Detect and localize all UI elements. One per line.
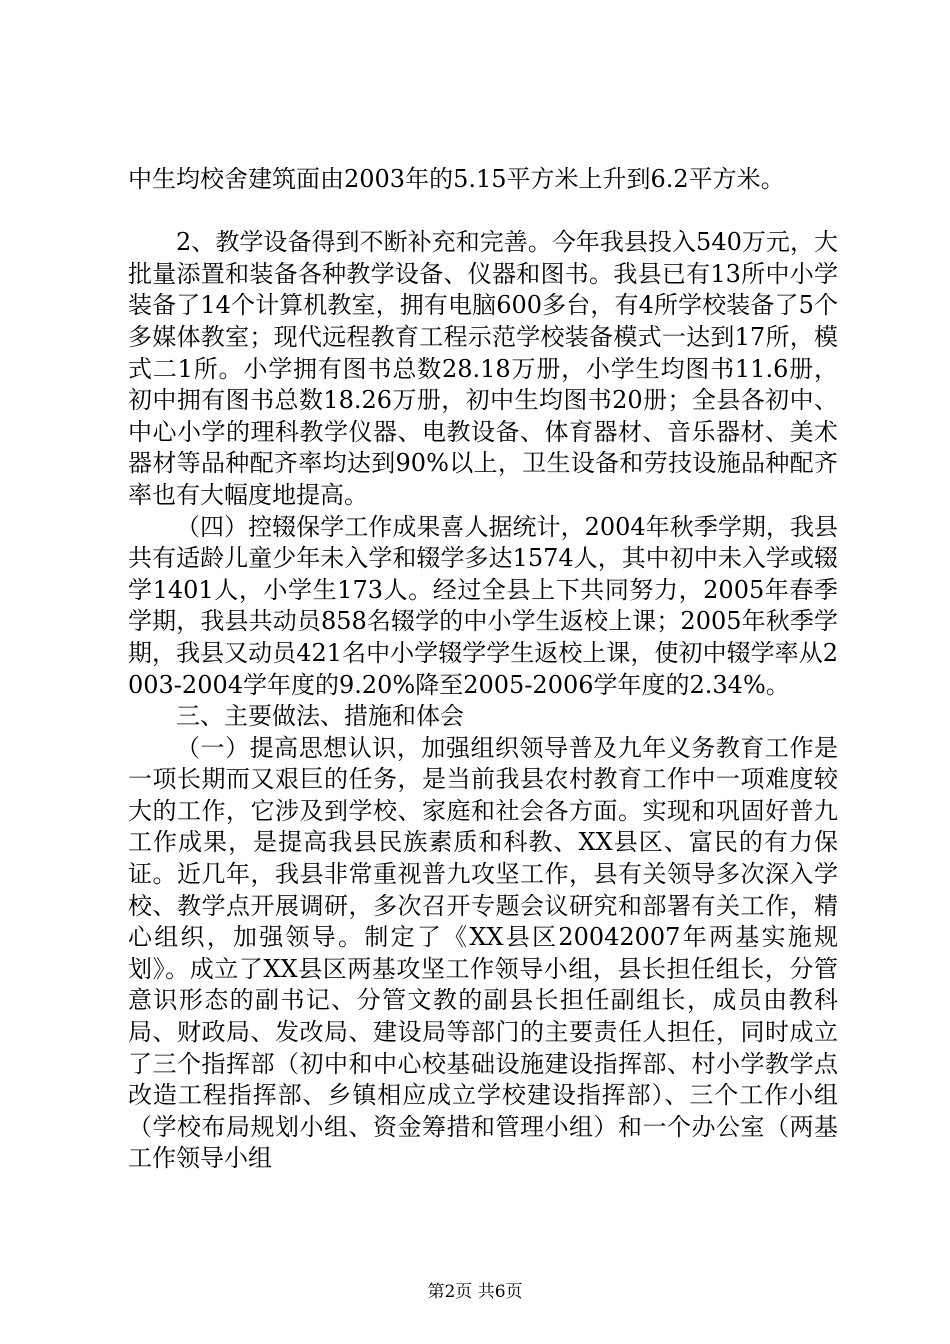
paragraph-leadership: （一）提高思想认识，加强组织领导普及九年义务教育工作是一项长期而又艰巨的任务，是当前我县农村教育工作中一项难度较大的工作，它涉及到学校、家庭和社会各方面。实现和巩固好普九工作成果，是提高我县民族素质和科教、XX县区、富民的有力保证。近几年，我县非常重视普九攻坚工作，县有关领导多次深入学校、教学点开展调研，多次召开专题会议研究和部署有关工作，精心组织，加强领导。制定了《XX县区20042007年两基实施规划》。成立了XX县区两基攻坚工作领导小组，县长担任组长，分管意识形态的副书记、分管文教的副县长担任副组长，成员由教科局、财政局、发改局、建设局等部门的主要责任人担任，同时成立了三个指挥部（初中和中心校基础设施建设指挥部、村小学教学点改造工程指挥部、乡镇相应成立学校建设指挥部）、三个工作小组（学校布局规划小组、资金筹措和管理小组）和一个办公室（两基工作领导小组	[128, 733, 838, 1173]
section-heading-main-measures: 三、主要做法、措施和体会	[176, 702, 464, 731]
document-body	[128, 164, 838, 1175]
paragraph-continuation: 中生均校舍建筑面由2003年的5.15平方米上升到6.2平方米。	[128, 165, 785, 193]
paragraph-dropout-control: （四）控辍保学工作成果喜人据统计，2004年秋季学期，我县共有适龄儿童少年未入学和辍学多达1574人，其中初中未入学或辍学1401人，小学生173人。经过全县上下共同努力，2005年春季学期，我县共动员858名辍学的中小学生返校上课；2005年秋季学期，我县又动员421名中小学辍学学生返校上课，使初中辍学率从2003-2004学年度的9.20%降至2005-2006学年度的2.34%。	[128, 512, 838, 699]
page-number-footer: 第2页 共6页	[427, 1282, 523, 1302]
paragraph-teaching-equipment: 2、教学设备得到不断补充和完善。今年我县投入540万元，大批量添置和装备各种教学设备、仪器和图书。我县已有13所中小学装备了14个计算机教室，拥有电脑600多台，有4所学校装备了5个多媒体教室；现代远程教育工程示范学校装备模式一达到17所，模式二1所。小学拥有图书总数28.18万册，小学生均图书11.6册，初中拥有图书总数18.26万册，初中生均图书20册；全县各初中、中心小学的理科教学仪器、电教设备、体育器材、音乐器材、美术器材等品种配齐率均达到90%以上，卫生设备和劳技设施品种配齐率也有大幅度地提高。	[128, 228, 838, 509]
